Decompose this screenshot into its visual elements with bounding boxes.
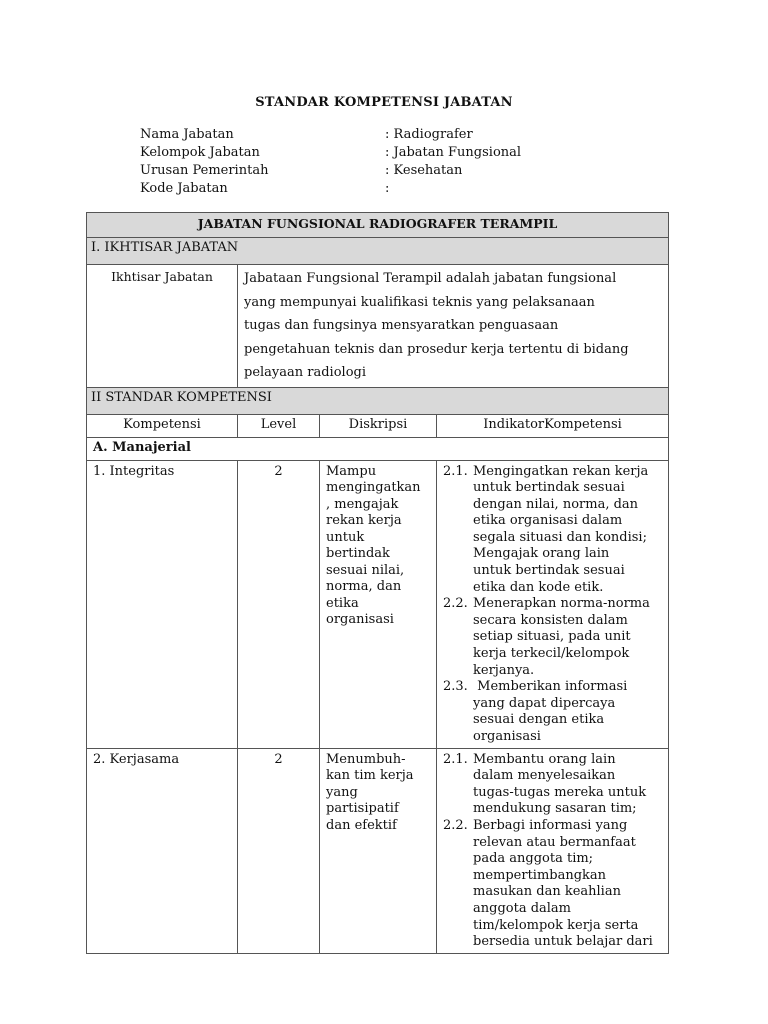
indikator-text (473, 464, 664, 597)
indikator-line: organisasi (473, 729, 541, 744)
meta-label: Kode Jabatan (140, 181, 228, 196)
indikator-line: Menerapkan norma-norma (473, 596, 650, 612)
deskripsi-line: yang (326, 784, 358, 800)
table-row (87, 748, 669, 953)
deskripsi-line: organisasi (326, 612, 394, 627)
indikator-line: Mengajak orang lain (473, 546, 610, 562)
deskripsi-line: norma, dan (326, 579, 402, 594)
indikator-item (443, 464, 664, 597)
indikator-line: kerjanya. (473, 662, 535, 678)
meta-value: : Jabatan Fungsional (385, 145, 522, 160)
indikator-line: segala situasi dan kondisi; (473, 529, 647, 545)
kompetensi-cell: 2. Kerjasama (87, 748, 238, 953)
meta-value: : Kesehatan (385, 163, 463, 178)
indikator-line: sesuai dengan etika (473, 712, 605, 728)
indikator-item (443, 818, 664, 951)
indikator-line: Berbagi informasi yang (473, 817, 628, 833)
table-row (87, 460, 669, 748)
indikator-number: 2.1. (443, 463, 468, 479)
indikator-cell (437, 748, 669, 953)
column-header-row (87, 414, 669, 437)
meta-row-kode-jabatan (140, 180, 521, 198)
ikhtisar-line: yang mempunyai kualifikasi teknis yang pelaksanaan (244, 294, 595, 310)
ikhtisar-description (238, 265, 669, 388)
indikator-line: untuk bertindak sesuai (473, 480, 625, 496)
meta-row-nama-jabatan (140, 126, 521, 144)
indikator-item (443, 679, 664, 745)
indikator-line: etika organisasi dalam (473, 513, 623, 529)
level-cell: 2 (238, 460, 320, 748)
meta-value: : Radiografer (385, 127, 473, 142)
col-header-deskripsi: Diskripsi (320, 414, 437, 437)
indikator-line: dalam menyelesaikan (473, 768, 616, 784)
deskripsi-line: untuk (326, 529, 365, 545)
ikhtisar-line: pengetahuan teknis dan prosedur kerja tertentu di bidang (244, 341, 629, 357)
indikator-line: Membantu orang lain (473, 751, 616, 767)
indikator-text (473, 818, 664, 951)
group-manajerial-heading: A. Manajerial (87, 437, 669, 460)
deskripsi-line: Menumbuh- (326, 751, 406, 767)
indikator-line: kerja terkecil/kelompok (473, 646, 630, 662)
indikator-line: pada anggota tim; (473, 851, 594, 867)
deskripsi-line: , mengajak (326, 496, 399, 512)
ikhtisar-label: Ikhtisar Jabatan (87, 265, 238, 388)
col-header-indikator: IndikatorKompetensi (437, 414, 669, 437)
job-metadata (140, 126, 521, 198)
indikator-line: untuk bertindak sesuai (473, 563, 625, 579)
meta-row-kelompok-jabatan (140, 144, 521, 162)
meta-label: Nama Jabatan (140, 127, 234, 142)
indikator-line: etika dan kode etik. (473, 579, 604, 595)
deskripsi-line: kan tim kerja (326, 768, 414, 784)
ikhtisar-line: tugas dan fungsinya mensyaratkan penguasaan (244, 318, 559, 333)
table-header: JABATAN FUNGSIONAL RADIOGRAFER TERAMPIL (87, 213, 669, 238)
indikator-line: relevan atau bermanfaat (473, 834, 636, 850)
meta-label: Urusan Pemerintah (140, 163, 269, 178)
deskripsi-cell (320, 460, 437, 748)
indikator-line: secara konsisten dalam (473, 612, 628, 628)
deskripsi-line: Mampu (326, 463, 377, 479)
col-header-level: Level (238, 414, 320, 437)
indikator-item (443, 596, 664, 679)
indikator-number: 2.3. (443, 679, 468, 695)
deskripsi-line: sesuai nilai, (326, 562, 405, 578)
indikator-line: anggota dalam (473, 900, 572, 916)
indikator-line: masukan dan keahlian (473, 884, 621, 900)
competency-table (86, 212, 669, 954)
meta-row-urusan-pemerintah (140, 162, 521, 180)
deskripsi-line: dan efektif (326, 817, 397, 833)
section-ikhtisar-heading: I. IKHTISAR JABATAN (87, 238, 669, 265)
ikhtisar-line: pelayaan radiologi (244, 365, 367, 380)
indikator-text (473, 596, 664, 679)
meta-value: : (385, 181, 390, 196)
indikator-number: 2.2. (443, 596, 468, 612)
ikhtisar-line: Jabataan Fungsional Terampil adalah jabatan fungsional (244, 271, 617, 286)
document-title: STANDAR KOMPETENSI JABATAN (255, 95, 513, 110)
indikator-line: setiap situasi, pada unit (473, 629, 631, 645)
col-header-kompetensi: Kompetensi (87, 414, 238, 437)
indikator-line: mendukung sasaran tim; (473, 801, 637, 817)
indikator-line: Mengingatkan rekan kerja (473, 463, 649, 479)
indikator-line: Memberikan informasi (473, 679, 628, 695)
indikator-number: 2.2. (443, 817, 468, 833)
deskripsi-line: rekan kerja (326, 513, 402, 528)
indikator-line: tugas-tugas mereka untuk (473, 784, 647, 800)
deskripsi-line: etika (326, 595, 359, 611)
indikator-line: yang dapat dipercaya (473, 695, 616, 711)
indikator-item (443, 752, 664, 818)
level-cell: 2 (238, 748, 320, 953)
section-standar-kompetensi-heading: II STANDAR KOMPETENSI (87, 387, 669, 414)
indikator-line: bersedia untuk belajar dari (473, 934, 653, 950)
indikator-line: dengan nilai, norma, dan (473, 496, 639, 512)
deskripsi-line: bertindak (326, 546, 390, 561)
indikator-line: mempertimbangkan (473, 867, 607, 883)
meta-label: Kelompok Jabatan (140, 145, 260, 160)
deskripsi-line: partisipatif (326, 801, 399, 817)
indikator-text (473, 679, 664, 745)
kompetensi-cell: 1. Integritas (87, 460, 238, 748)
indikator-cell (437, 460, 669, 748)
deskripsi-line: mengingatkan (326, 480, 421, 495)
indikator-text (473, 752, 664, 818)
indikator-number: 2.1. (443, 751, 468, 767)
deskripsi-cell (320, 748, 437, 953)
indikator-line: tim/kelompok kerja serta (473, 917, 639, 933)
